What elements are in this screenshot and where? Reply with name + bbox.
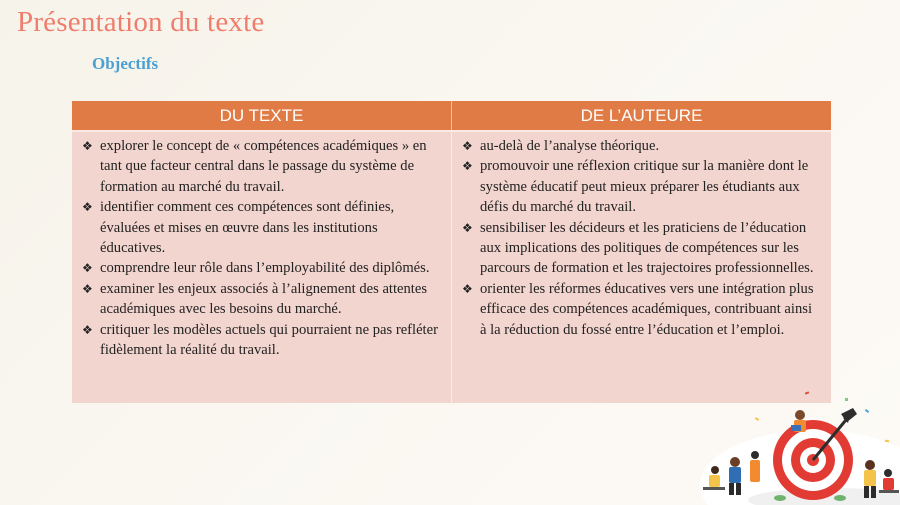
target-illustration: [685, 370, 900, 505]
diamond-bullet-icon: ❖: [462, 220, 473, 235]
objectives-table: [72, 101, 831, 403]
list-item: [462, 218, 819, 279]
list-item: [462, 156, 819, 217]
column-de-lauteure: [451, 130, 831, 403]
list-item: [82, 279, 439, 320]
diamond-bullet-icon: ❖: [82, 322, 93, 337]
column-du-texte: [72, 130, 451, 403]
list-item: [82, 136, 439, 197]
diamond-bullet-icon: ❖: [82, 261, 93, 276]
slide-title: Présentation du texte: [17, 6, 265, 38]
diamond-bullet-icon: ❖: [462, 139, 473, 153]
list-item: [462, 279, 819, 340]
list-item-text: identifier comment ces compétences sont définies, évaluées et mises en œuvre dans les institutions éducatives.: [100, 199, 395, 257]
diamond-bullet-icon: ❖: [462, 281, 473, 296]
list-item-text: comprendre leur rôle dans l’employabilité des diplômés.: [100, 260, 430, 277]
list-item-text: critiquer les modèles actuels qui pourraient ne pas refléter fidèlement la réalité du travail.: [100, 321, 438, 359]
list-item: [82, 197, 439, 258]
list-item: [462, 136, 819, 156]
list-item: [82, 320, 439, 361]
list-item: [82, 258, 439, 278]
list-item-text: explorer le concept de « compétences académiques » en tant que facteur central dans le passage du système de formation au marché du travail.: [100, 138, 427, 195]
diamond-bullet-icon: ❖: [82, 281, 93, 296]
header-de-lauteure: DE L’AUTEURE: [451, 101, 831, 130]
diamond-bullet-icon: ❖: [462, 159, 473, 174]
list-item-text: au-delà de l’analyse théorique.: [480, 138, 660, 154]
list-item-text: sensibiliser les décideurs et les praticiens de l’éducation aux implications des politiques de compétences sur les parcours de formation et les trajectoires professionnelles.: [480, 219, 814, 277]
diamond-bullet-icon: ❖: [82, 200, 93, 215]
list-item-text: examiner les enjeux associés à l’alignement des attentes académiques avec les besoins du marché.: [100, 280, 428, 318]
list-item-text: orienter les réformes éducatives vers une intégration plus efficace des compétences académiques, contribuant ainsi à la réduction du fossé entre l’éducation et l’emploi.: [480, 280, 814, 338]
slide-subtitle: Objectifs: [92, 54, 159, 73]
header-du-texte: DU TEXTE: [72, 101, 451, 130]
diamond-bullet-icon: ❖: [82, 139, 93, 153]
list-item-text: promouvoir une réflexion critique sur la manière dont le système éducatif peut mieux préparer les étudiants aux défis du marché du travail.: [480, 158, 809, 216]
